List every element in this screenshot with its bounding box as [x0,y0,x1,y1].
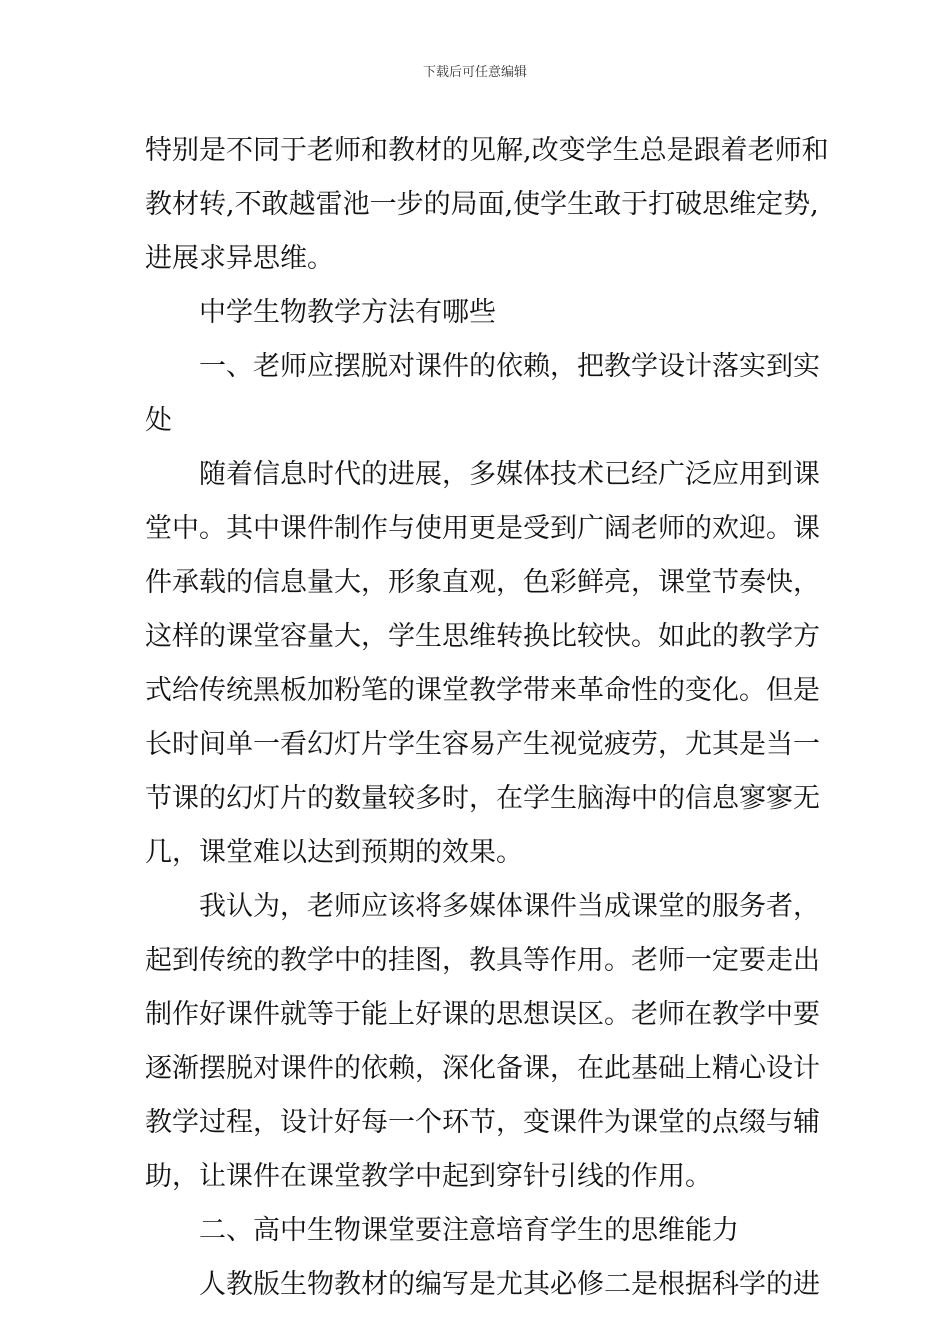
text-line: 起到传统的教学中的挂图，教具等作用。老师一定要走出 [145,945,820,976]
text-line: 我认为，老师应该将多媒体课件当成课堂的服务者， [199,891,820,922]
text-line: 教材转,不敢越雷池一步的局面,使学生敢于打破思维定势, [145,189,819,220]
text-line: 一、老师应摆脱对课件的依赖，把教学设计落实到实 [199,351,820,382]
text-line: 处 [145,405,172,436]
text-line: 教学过程，设计好每一个环节，变课件为课堂的点缀与辅 [145,1107,820,1138]
text-line: 几，课堂难以达到预期的效果。 [145,837,523,868]
text-line: 这样的课堂容量大，学生思维转换比较快。如此的教学方 [145,621,820,652]
text-line: 助，让课件在课堂教学中起到穿针引线的作用。 [145,1161,712,1192]
text-line: 进展求异思维。 [145,243,334,274]
text-line: 二、高中生物课堂要注意培育学生的思维能力 [199,1215,739,1246]
text-line: 堂中。其中课件制作与使用更是受到广阔老师的欢迎。课 [145,513,820,544]
text-line: 节课的幻灯片的数量较多时，在学生脑海中的信息寥寥无 [145,783,820,814]
page-header: 下载后可任意编辑 [422,65,527,80]
text-line: 特别是不同于老师和教材的见解,改变学生总是跟着老师和 [145,135,829,166]
text-line: 长时间单一看幻灯片学生容易产生视觉疲劳，尤其是当一 [145,729,820,760]
text-line: 制作好课件就等于能上好课的思想误区。老师在教学中要 [145,999,820,1030]
text-line: 中学生物教学方法有哪些 [199,297,496,328]
text-line: 逐渐摆脱对课件的依赖，深化备课，在此基础上精心设计 [145,1053,820,1084]
document-body [145,124,829,1312]
text-line: 式给传统黑板加粉笔的课堂教学带来革命性的变化。但是 [145,675,820,706]
text-line: 随着信息时代的进展，多媒体技术已经广泛应用到课 [199,459,820,490]
text-line: 人教版生物教材的编写是尤其必修二是根据科学的进 [199,1269,820,1300]
text-line: 件承载的信息量大，形象直观，色彩鲜亮，课堂节奏快， [145,567,820,598]
